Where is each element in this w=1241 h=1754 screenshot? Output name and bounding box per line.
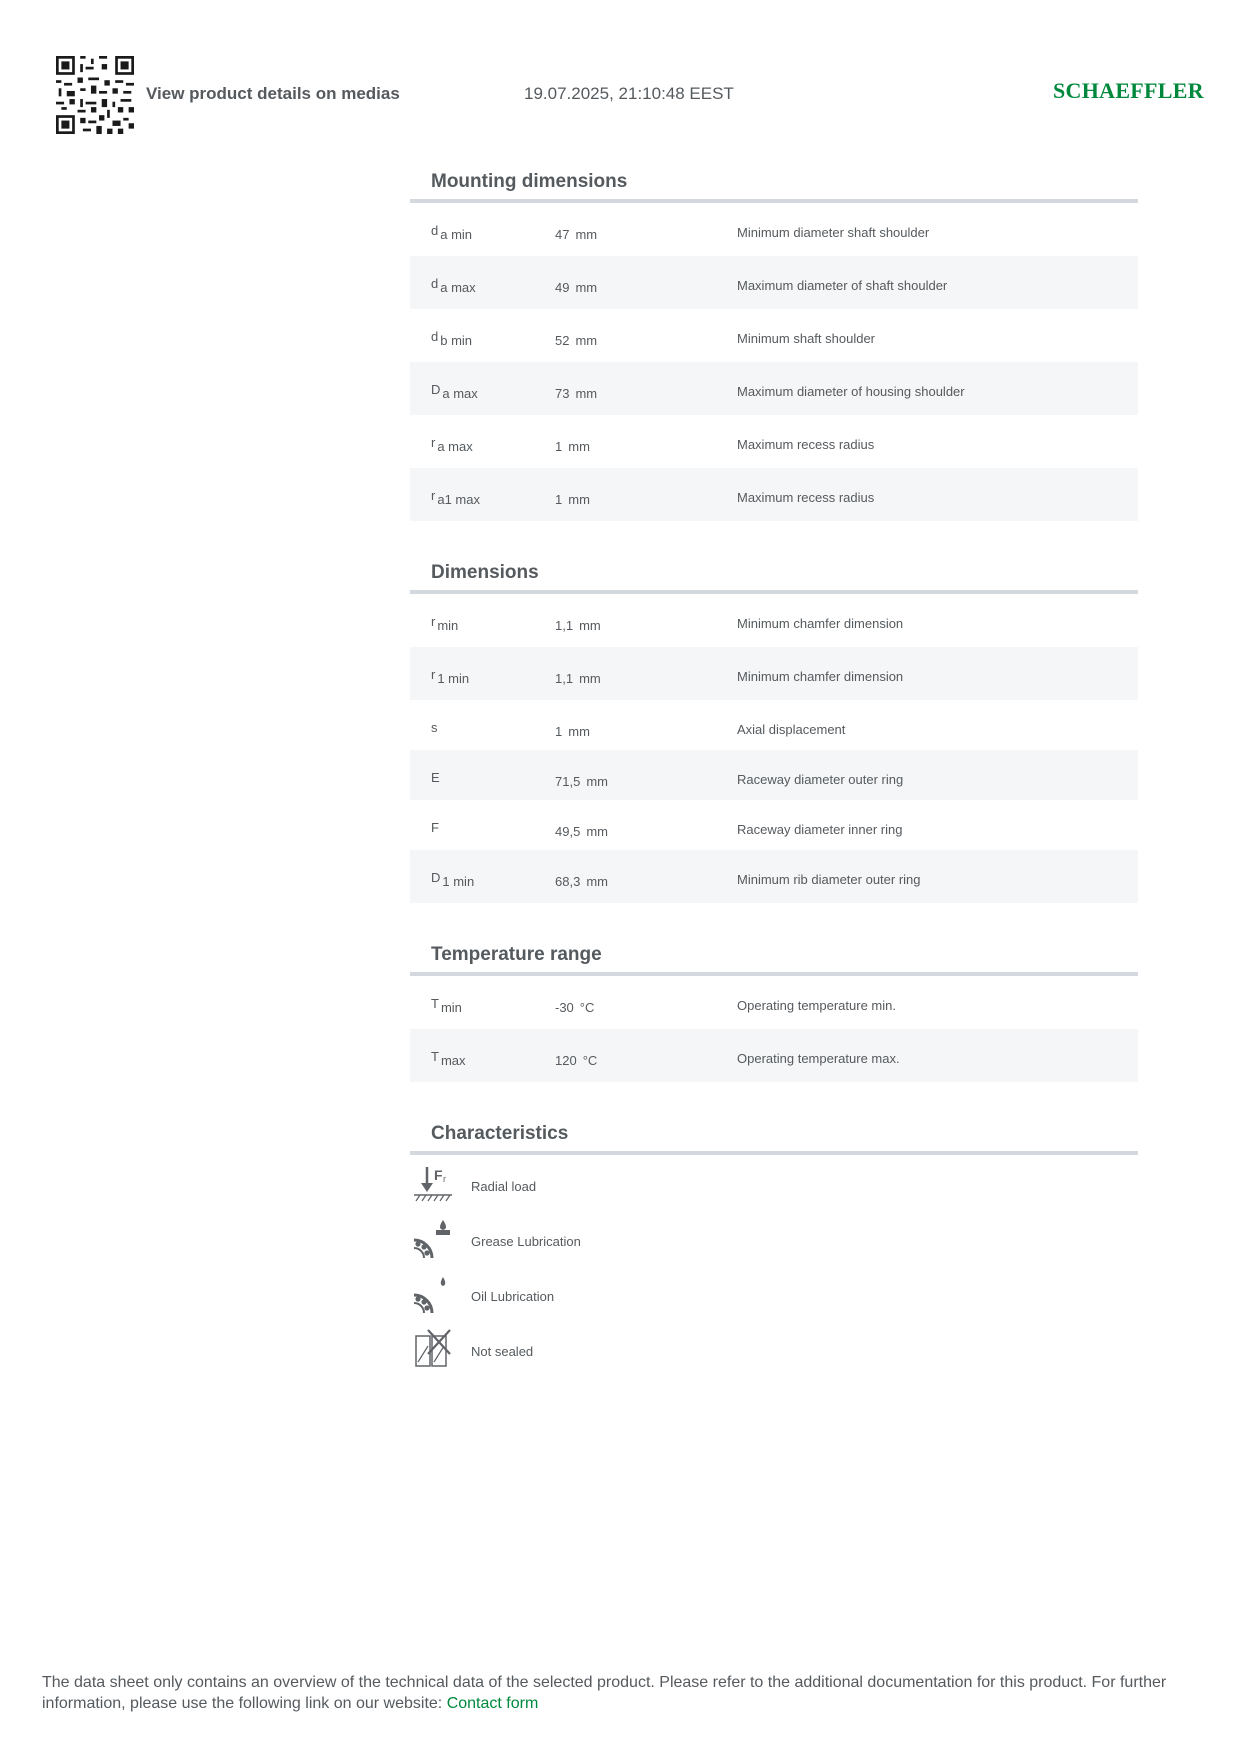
row-value: 73 mm bbox=[555, 386, 598, 401]
row-description: Minimum diameter shaft shoulder bbox=[737, 225, 930, 240]
table-row bbox=[410, 256, 1138, 309]
characteristic-label: Grease Lubrication bbox=[471, 1234, 581, 1249]
row-description: Minimum chamfer dimension bbox=[737, 616, 904, 631]
svg-text:r: r bbox=[443, 1174, 446, 1184]
content bbox=[410, 170, 1138, 1415]
row-description: Minimum rib diameter outer ring bbox=[737, 872, 921, 887]
qr-code-icon[interactable] bbox=[56, 56, 134, 134]
page-header bbox=[0, 0, 1241, 140]
section-title: Characteristics bbox=[431, 1123, 569, 1144]
row-symbol: r min bbox=[431, 614, 459, 633]
row-description: Maximum diameter of housing shoulder bbox=[737, 384, 965, 399]
table-row bbox=[410, 1029, 1138, 1082]
characteristic-item bbox=[410, 1320, 1138, 1375]
temperature-range-section bbox=[410, 943, 1138, 1082]
footer-text: The data sheet only contains an overview of the technical data of the selected product. Please refer to the additional documentation for this product. For further information, please use the following link on our website: bbox=[42, 1674, 1167, 1712]
characteristic-label: Oil Lubrication bbox=[471, 1289, 555, 1304]
table-row bbox=[410, 309, 1138, 362]
row-value: 1 mm bbox=[555, 439, 590, 454]
section-title: Mounting dimensions bbox=[431, 171, 628, 192]
row-symbol: D a max bbox=[431, 382, 478, 401]
not-sealed-icon bbox=[410, 1328, 454, 1370]
table-row bbox=[410, 647, 1138, 700]
row-symbol: E bbox=[431, 770, 440, 785]
row-description: Minimum chamfer dimension bbox=[737, 669, 904, 684]
row-symbol: r 1 min bbox=[431, 667, 470, 686]
row-symbol: d a min bbox=[431, 223, 473, 242]
oil-lubrication-icon bbox=[410, 1273, 454, 1315]
table-row bbox=[410, 750, 1138, 800]
timestamp: 19.07.2025, 21:10:48 EEST bbox=[524, 84, 734, 103]
row-description: Minimum shaft shoulder bbox=[737, 331, 875, 346]
row-value: 68,3 mm bbox=[555, 874, 608, 889]
row-description: Operating temperature max. bbox=[737, 1051, 900, 1066]
row-value: 49,5 mm bbox=[555, 824, 608, 839]
characteristic-item bbox=[410, 1210, 1138, 1265]
row-value: 1 mm bbox=[555, 492, 590, 507]
table-row bbox=[410, 594, 1138, 647]
dimensions-section bbox=[410, 561, 1138, 903]
grease-lubrication-icon bbox=[410, 1218, 454, 1260]
table-row bbox=[410, 700, 1138, 750]
schaeffler-logo: SCHAEFFLER bbox=[1053, 78, 1204, 103]
section-title: Dimensions bbox=[431, 562, 539, 583]
row-description: Maximum diameter of shaft shoulder bbox=[737, 278, 948, 293]
table-row bbox=[410, 468, 1138, 521]
row-symbol: d a max bbox=[431, 276, 476, 295]
row-value: 49 mm bbox=[555, 280, 598, 295]
radial-load-icon bbox=[410, 1163, 454, 1205]
row-value: 52 mm bbox=[555, 333, 598, 348]
characteristics-section bbox=[410, 1122, 1138, 1375]
row-description: Maximum recess radius bbox=[737, 490, 875, 505]
row-value: 1 mm bbox=[555, 724, 590, 739]
table-row bbox=[410, 415, 1138, 468]
contact-form-link[interactable]: Contact form bbox=[446, 1695, 539, 1712]
row-value: 71,5 mm bbox=[555, 774, 608, 789]
row-value: 1,1 mm bbox=[555, 618, 601, 633]
row-description: Raceway diameter inner ring bbox=[737, 822, 903, 837]
view-product-details-link[interactable]: View product details on medias bbox=[146, 84, 400, 103]
row-symbol: F bbox=[431, 820, 439, 835]
footer-note bbox=[42, 1672, 1202, 1714]
row-symbol: r a max bbox=[431, 435, 473, 454]
section-title: Temperature range bbox=[431, 944, 602, 965]
row-symbol: T max bbox=[431, 1049, 466, 1068]
table-row bbox=[410, 203, 1138, 256]
mounting-dimensions-section bbox=[410, 170, 1138, 521]
row-symbol: s bbox=[431, 720, 438, 735]
characteristic-item bbox=[410, 1265, 1138, 1320]
row-value: 1,1 mm bbox=[555, 671, 601, 686]
table-row bbox=[410, 976, 1138, 1029]
table-row bbox=[410, 850, 1138, 903]
row-description: Maximum recess radius bbox=[737, 437, 875, 452]
row-value: -30 °C bbox=[555, 1000, 595, 1015]
row-symbol: T min bbox=[431, 996, 462, 1015]
row-symbol: d b min bbox=[431, 329, 473, 348]
characteristic-label: Radial load bbox=[471, 1179, 537, 1194]
row-symbol: D 1 min bbox=[431, 870, 475, 889]
row-description: Axial displacement bbox=[737, 722, 846, 737]
row-value: 120 °C bbox=[555, 1053, 598, 1068]
row-description: Operating temperature min. bbox=[737, 998, 896, 1013]
table-row bbox=[410, 362, 1138, 415]
svg-text:F: F bbox=[434, 1167, 443, 1183]
row-description: Raceway diameter outer ring bbox=[737, 772, 904, 787]
characteristic-item bbox=[410, 1155, 1138, 1210]
characteristic-label: Not sealed bbox=[471, 1344, 534, 1359]
row-value: 47 mm bbox=[555, 227, 598, 242]
row-symbol: r a1 max bbox=[431, 488, 480, 507]
table-row bbox=[410, 800, 1138, 850]
